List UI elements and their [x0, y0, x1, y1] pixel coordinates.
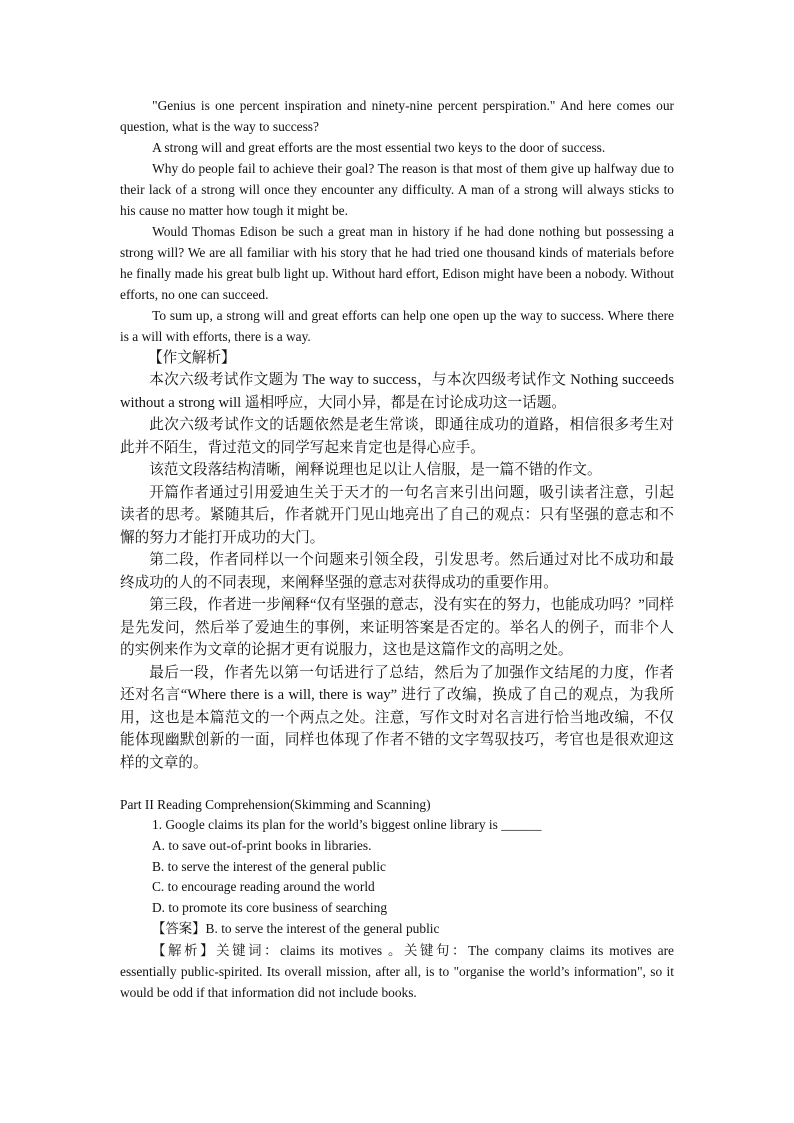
essay-paragraph-1: "Genius is one percent inspiration and ninety-nine percent perspiration." And here comes our question, what is the way to success? [120, 98, 674, 134]
essay-paragraph-5: To sum up, a strong will and great efforts can help one open up the way to success. Where there is a will with efforts, there is a way. [120, 308, 674, 344]
analysis-paragraph-1: 本次六级考试作文题为 The way to success，与本次四级考试作文 Nothing succeeds without a strong will 遥相呼应，大同小异，都是在讨论成功这一话题。 [120, 372, 674, 411]
option-b: B. to serve the interest of the general public [152, 858, 386, 874]
document-page [120, 95, 674, 1003]
analysis-heading: 【作文解析】 [148, 350, 236, 366]
section-spacer [120, 774, 674, 794]
analysis-paragraph-2: 此次六级考试作文的话题依然是老生常谈，即通往成功的道路，相信很多考生对此并不陌生，背过范文的同学写起来肯定也是得心应手。 [120, 417, 674, 456]
option-d: D. to promote its core business of searching [152, 900, 388, 916]
analysis-paragraph-4: 开篇作者通过引用爱迪生关于天才的一句名言来引出问题，吸引读者注意，引起读者的思考。紧随其后，作者就开门见山地亮出了自己的观点：只有坚强的意志和不懈的努力才能打开成功的大门。 [120, 484, 674, 546]
analysis-paragraph-6: 第三段，作者进一步阐释“仅有坚强的意志，没有实在的努力，也能成功吗？”同样是先发问，然后举了爱迪生的事例，来证明答案是否定的。举名人的例子，而非个人的实例来作为文章的论据才更有说服力，这也是这篇作文的高明之处。 [120, 597, 674, 658]
analysis-paragraph-5: 第二段，作者同样以一个问题来引领全段，引发思考。然后通过对比不成功和最终成功的人的不同表现，来阐释坚强的意志对获得成功的重要作用。 [120, 552, 674, 591]
question-1: 1. Google claims its plan for the world’s biggest online library is ______ [152, 817, 542, 832]
option-a: A. to save out-of-print books in libraries. [152, 837, 372, 853]
essay-paragraph-3: Why do people fail to achieve their goal? The reason is that most of them give up halfway due to their lack of a strong will once they encounter any difficulty. A man of a strong will always sticks to his cause no matter how tough it might be. [120, 161, 674, 218]
essay-paragraph-4: Would Thomas Edison be such a great man in history if he had done nothing but possessing a strong will? We are all familiar with his story that he had tried one thousand kinds of materials before he finally made his great bulb light up. Without hard effort, Edison might have been a nobody. Without efforts, no one can succeed. [120, 224, 674, 302]
essay-paragraph-2: A strong will and great efforts are the most essential two keys to the door of success. [152, 140, 606, 155]
analysis-paragraph-7: 最后一段，作者先以第一句话进行了总结，然后为了加强作文结尾的力度，作者还对名言“Where there is a will, there is way” 进行了改编，换成了自己的观点，为我所用，这也是本篇范文的一个两点之处。注意，写作文时对名言进行恰当地改编，不仅能体现幽默创新的一面，同样也体现了作者不错的文字驾驭技巧，考官也是很欢迎这样的文章的。 [120, 664, 674, 771]
part-title: Part II Reading Comprehension(Skimming and Scanning) [120, 797, 431, 812]
option-c: C. to encourage reading around the world [152, 879, 375, 895]
analysis-paragraph-3: 该范文段落结构清晰，阐释说理也足以让人信服，是一篇不错的作文。 [149, 462, 602, 478]
explanation-paragraph: 【解析】关键词：claims its motives 。关键句：The company claims its motives are essentially public-spirited. Its overall mission, after all, is to "organise the world’s information", so it would be odd if that information did not include books. [120, 942, 674, 1000]
answer-line: 【答案】B. to serve the interest of the general public [152, 920, 440, 936]
